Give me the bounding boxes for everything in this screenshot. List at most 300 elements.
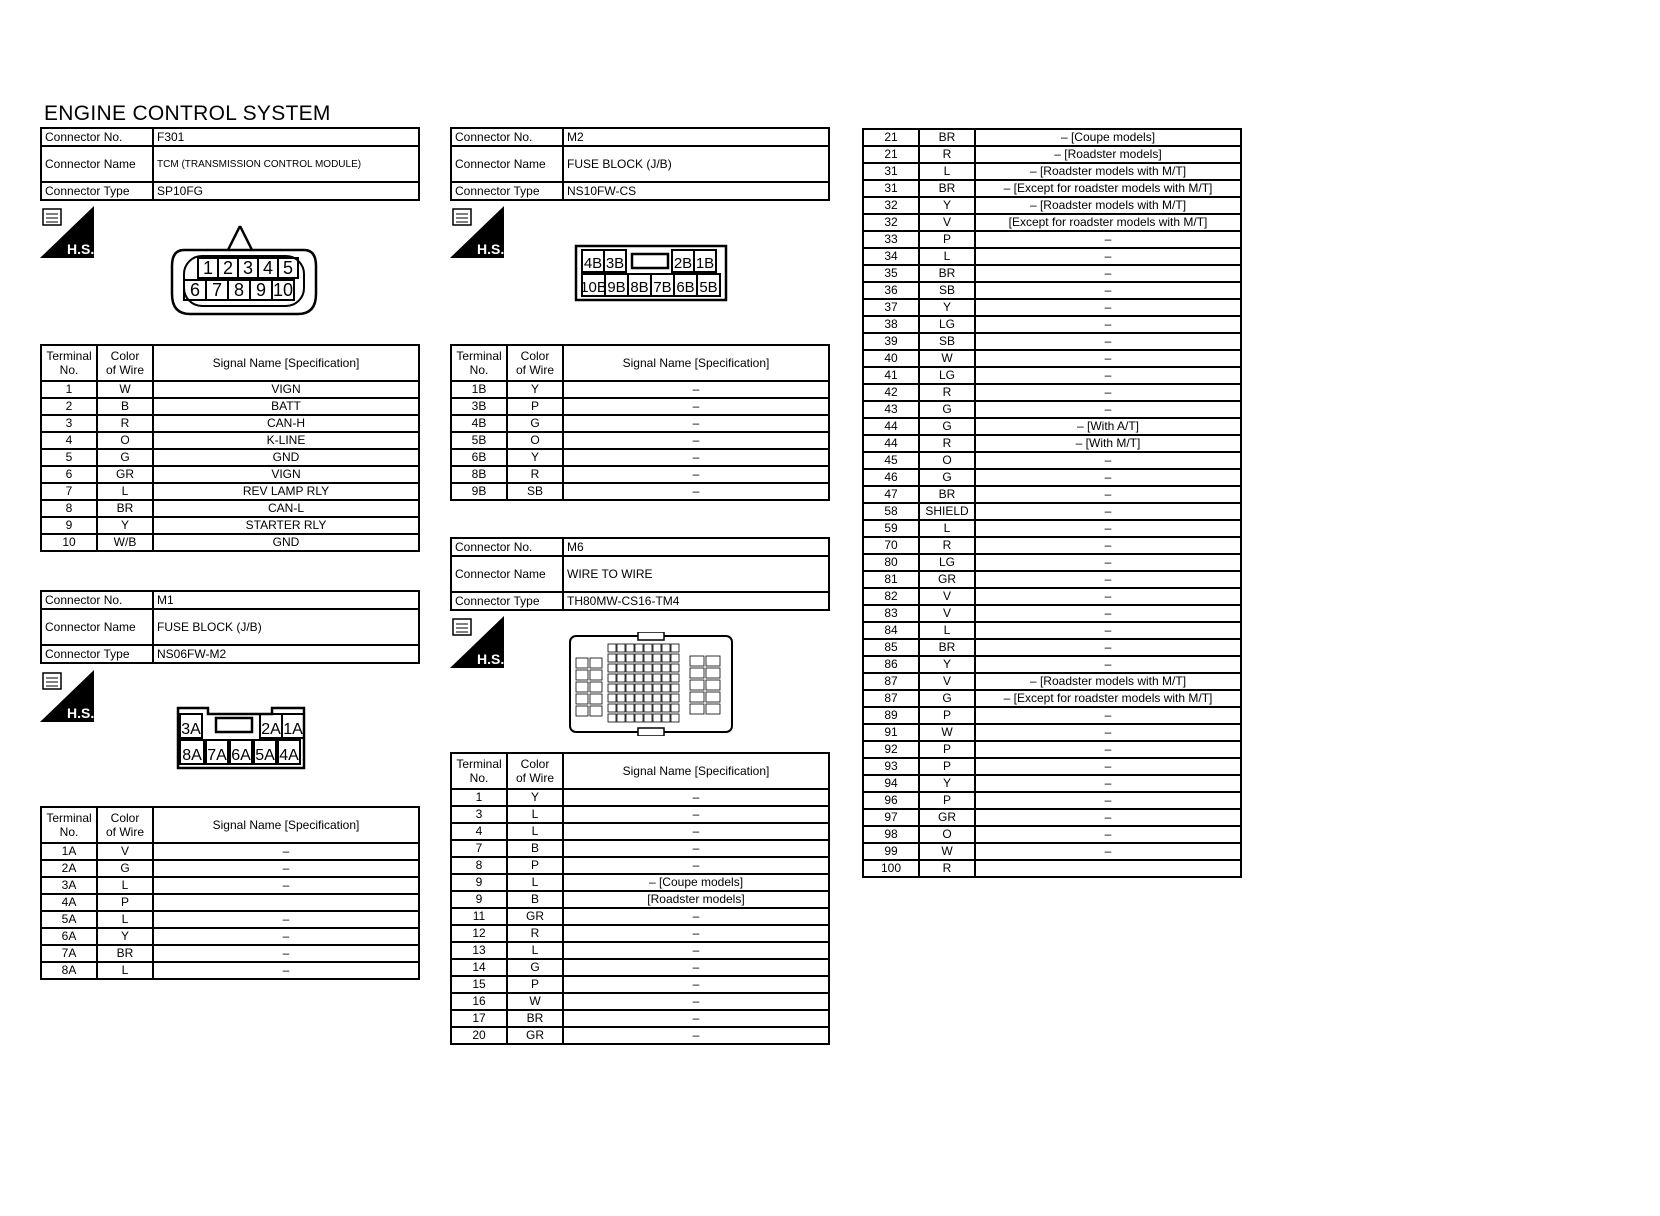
signal-cell: – [With M/T] [975, 435, 1241, 452]
terminal-cell: 84 [863, 622, 919, 639]
color-cell: L [507, 942, 563, 959]
signal-cell: – [With A/T] [975, 418, 1241, 435]
table-row [451, 959, 829, 976]
color-cell: Y [919, 197, 975, 214]
connector-name-value: FUSE BLOCK (J/B) [153, 609, 419, 645]
m6-cavity [644, 694, 652, 702]
terminal-cell: 37 [863, 299, 919, 316]
color-cell: R [919, 860, 975, 877]
terminal-cell: 3B [451, 398, 507, 415]
signal-cell: – [975, 367, 1241, 384]
terminal-cell: 6 [41, 466, 97, 483]
terminal-cell: 6A [41, 928, 97, 945]
signal-cell: – [563, 381, 829, 398]
terminal-cell: 97 [863, 809, 919, 826]
terminal-cell: 34 [863, 248, 919, 265]
m6-cavity [617, 714, 625, 722]
terminal-cell: 8 [451, 857, 507, 874]
color-cell: BR [507, 1010, 563, 1027]
signal-cell: – [563, 449, 829, 466]
m6-continued-table [862, 128, 1242, 878]
m6-cavity [653, 714, 661, 722]
table-row [41, 894, 419, 911]
signal-cell: – [563, 840, 829, 857]
signal-cell: – [975, 554, 1241, 571]
m6-cavity [690, 656, 704, 666]
table-row [863, 503, 1241, 520]
terminal-cell: 5A [41, 911, 97, 928]
table-row [41, 877, 419, 894]
m6-cavity [608, 684, 616, 692]
m6-cavity [617, 644, 625, 652]
color-cell: GR [97, 466, 153, 483]
table-row [451, 942, 829, 959]
m2-pin-label: 9B [607, 279, 626, 296]
terminal-no-header: Terminal No. [451, 753, 507, 789]
terminal-cell: 81 [863, 571, 919, 588]
signal-cell: – [563, 993, 829, 1010]
connector-type-value: TH80MW-CS16-TM4 [563, 592, 829, 610]
terminal-cell: 20 [451, 1027, 507, 1044]
m6-cavity [662, 664, 670, 672]
signal-cell: – [153, 945, 419, 962]
f301-pin-label: 6 [189, 280, 201, 300]
signal-cell: – [975, 282, 1241, 299]
terminal-cell: 39 [863, 333, 919, 350]
f301-pin-label: 10 [272, 280, 294, 300]
signal-cell: – [975, 384, 1241, 401]
terminal-cell: 89 [863, 707, 919, 724]
connector-no-label: Connector No. [41, 591, 153, 609]
color-cell: G [919, 469, 975, 486]
m6-cavity [608, 674, 616, 682]
terminal-cell: 4B [451, 415, 507, 432]
table-row [863, 520, 1241, 537]
m6-cavity [617, 704, 625, 712]
table-row [451, 432, 829, 449]
table-row [863, 724, 1241, 741]
m2-pin-label: 3B [605, 255, 625, 272]
m6-cavity [644, 664, 652, 672]
signal-cell: – [975, 707, 1241, 724]
table-row [41, 449, 419, 466]
signal-cell: – [975, 792, 1241, 809]
f301-pin-label: 4 [262, 258, 274, 278]
table-row [863, 690, 1241, 707]
table-row [451, 381, 829, 398]
table-row [863, 265, 1241, 282]
m2-terminal-table [450, 344, 830, 501]
signal-cell: – [975, 333, 1241, 350]
color-cell: P [919, 231, 975, 248]
terminal-cell: 58 [863, 503, 919, 520]
color-cell: P [507, 976, 563, 993]
m6-connector-face [568, 632, 734, 736]
color-cell: BR [919, 265, 975, 282]
m6-cavity [706, 656, 720, 666]
m6-cavity [653, 694, 661, 702]
table-row [451, 874, 829, 891]
color-cell: W/B [97, 534, 153, 551]
color-cell: G [97, 449, 153, 466]
m1-connector-face [174, 704, 308, 772]
color-cell: SB [919, 282, 975, 299]
f301-terminal-table [40, 344, 420, 552]
color-cell: B [97, 398, 153, 415]
m6-cavity [590, 658, 602, 668]
table-row [863, 860, 1241, 877]
terminal-cell: 100 [863, 860, 919, 877]
m6-cavity [706, 680, 720, 690]
table-row [863, 622, 1241, 639]
terminal-cell: 82 [863, 588, 919, 605]
signal-cell: – [563, 908, 829, 925]
table-row [863, 758, 1241, 775]
connector-name-value: WIRE TO WIRE [563, 556, 829, 592]
color-cell: R [919, 435, 975, 452]
terminal-cell: 35 [863, 265, 919, 282]
color-cell: L [97, 962, 153, 979]
terminal-cell: 1 [41, 381, 97, 398]
terminal-cell: 31 [863, 163, 919, 180]
m2-pin-label: 4B [583, 255, 603, 272]
table-row [451, 857, 829, 874]
table-row [863, 197, 1241, 214]
color-cell: G [507, 959, 563, 976]
color-cell: Y [507, 789, 563, 806]
m6-cavity [590, 694, 602, 704]
connector-name-value: FUSE BLOCK (J/B) [563, 146, 829, 182]
color-cell: P [507, 857, 563, 874]
color-cell: Y [97, 517, 153, 534]
table-row [863, 809, 1241, 826]
table-row [41, 415, 419, 432]
table-row [451, 466, 829, 483]
table-row [863, 843, 1241, 860]
hs-label: H.S. [67, 705, 94, 721]
signal-cell: – [Except for roadster models with M/T] [975, 180, 1241, 197]
table-row [451, 823, 829, 840]
terminal-cell: 45 [863, 452, 919, 469]
connector-name-label: Connector Name [451, 556, 563, 592]
terminal-cell: 4 [451, 823, 507, 840]
table-row [451, 449, 829, 466]
connector-name-label: Connector Name [41, 146, 153, 182]
m6-cavity [706, 668, 720, 678]
color-cell: B [507, 840, 563, 857]
table-row [863, 248, 1241, 265]
color-cell: SB [919, 333, 975, 350]
color-cell: L [919, 520, 975, 537]
table-row [451, 1010, 829, 1027]
m1-pin-label: 8A [182, 747, 202, 764]
connector-no-value: M2 [563, 128, 829, 146]
color-cell: R [919, 384, 975, 401]
terminal-cell: 46 [863, 469, 919, 486]
signal-cell: – [563, 1010, 829, 1027]
color-cell: BR [919, 129, 975, 146]
table-row [863, 554, 1241, 571]
color-cell: P [919, 707, 975, 724]
table-row [451, 789, 829, 806]
m6-cavity [608, 694, 616, 702]
color-cell: W [919, 350, 975, 367]
signal-cell: – [975, 486, 1241, 503]
color-cell: P [97, 894, 153, 911]
m6-cavity [690, 680, 704, 690]
terminal-cell: 12 [451, 925, 507, 942]
m6-cavity [576, 706, 588, 716]
table-row [863, 537, 1241, 554]
m2-pin-label: 2B [673, 255, 693, 272]
color-cell: P [919, 792, 975, 809]
m6-cavity [662, 674, 670, 682]
table-row [863, 452, 1241, 469]
m1-pin-label: 4A [279, 747, 299, 764]
m6-cavity [690, 668, 704, 678]
m6-cavity [706, 704, 720, 714]
signal-header: Signal Name [Specification] [563, 345, 829, 381]
terminal-cell: 9 [451, 891, 507, 908]
terminal-cell: 17 [451, 1010, 507, 1027]
m6-cavity [608, 714, 616, 722]
signal-cell [153, 894, 419, 911]
color-header: Color of Wire [507, 345, 563, 381]
connector-no-value: F301 [153, 128, 419, 146]
terminal-cell: 96 [863, 792, 919, 809]
f301-pin-label: 5 [282, 258, 294, 278]
m6-cavity [644, 674, 652, 682]
connector-type-label: Connector Type [451, 592, 563, 610]
signal-cell: – [563, 925, 829, 942]
table-row [451, 891, 829, 908]
connector-no-label: Connector No. [41, 128, 153, 146]
color-cell: BR [919, 639, 975, 656]
m6-cavity [590, 706, 602, 716]
color-cell: O [919, 826, 975, 843]
signal-cell: – [153, 962, 419, 979]
table-row [41, 534, 419, 551]
table-row [863, 146, 1241, 163]
table-row [41, 928, 419, 945]
signal-cell: – [Coupe models] [563, 874, 829, 891]
color-cell: R [919, 537, 975, 554]
m6-cavity [671, 694, 679, 702]
terminal-cell: 70 [863, 537, 919, 554]
table-row [863, 588, 1241, 605]
m6-cavity [626, 654, 634, 662]
color-cell: R [507, 925, 563, 942]
signal-cell: – [153, 928, 419, 945]
m2-pin-label: 7B [653, 279, 672, 296]
m6-cavity [653, 674, 661, 682]
m6-cavity [653, 704, 661, 712]
terminal-cell: 6B [451, 449, 507, 466]
signal-cell: – [975, 469, 1241, 486]
m2-pin-label: 6B [676, 279, 695, 296]
color-cell: GR [507, 1027, 563, 1044]
terminal-cell: 98 [863, 826, 919, 843]
terminal-cell: 41 [863, 367, 919, 384]
m6-cavity [576, 694, 588, 704]
terminal-cell: 7 [41, 483, 97, 500]
table-row [41, 860, 419, 877]
signal-cell: GND [153, 534, 419, 551]
m6-cavity [608, 664, 616, 672]
terminal-cell: 40 [863, 350, 919, 367]
table-row [451, 415, 829, 432]
terminal-cell: 9 [451, 874, 507, 891]
table-row [863, 741, 1241, 758]
signal-cell: – [975, 605, 1241, 622]
color-cell: O [97, 432, 153, 449]
terminal-cell: 87 [863, 690, 919, 707]
m6-cavity [644, 644, 652, 652]
signal-cell: – [975, 537, 1241, 554]
connector-name-value: TCM (TRANSMISSION CONTROL MODULE) [153, 146, 419, 182]
m6-cavity [671, 714, 679, 722]
color-header: Color of Wire [97, 345, 153, 381]
terminal-cell: 4 [41, 432, 97, 449]
table-row [863, 350, 1241, 367]
m6-cavity [706, 692, 720, 702]
table-row [863, 231, 1241, 248]
signal-cell: – [975, 809, 1241, 826]
signal-cell: – [975, 231, 1241, 248]
color-cell: R [507, 466, 563, 483]
table-row [863, 826, 1241, 843]
color-cell: BR [919, 180, 975, 197]
color-cell: W [507, 993, 563, 1010]
signal-cell: – [975, 588, 1241, 605]
signal-cell: – [975, 741, 1241, 758]
terminal-cell: 36 [863, 282, 919, 299]
terminal-cell: 38 [863, 316, 919, 333]
terminal-cell: 14 [451, 959, 507, 976]
connector-type-value: SP10FG [153, 182, 419, 200]
m6-cavity [662, 704, 670, 712]
color-cell: L [97, 877, 153, 894]
signal-cell: – [563, 823, 829, 840]
terminal-cell: 3 [41, 415, 97, 432]
table-row [451, 993, 829, 1010]
table-row [863, 707, 1241, 724]
color-cell: LG [919, 316, 975, 333]
m6-cavity [635, 694, 643, 702]
color-cell: Y [919, 775, 975, 792]
table-row [41, 843, 419, 860]
signal-header: Signal Name [Specification] [153, 345, 419, 381]
table-row [451, 1027, 829, 1044]
table-row [41, 962, 419, 979]
table-row [863, 639, 1241, 656]
signal-cell: – [563, 415, 829, 432]
color-cell: P [919, 758, 975, 775]
m6-cavity [635, 654, 643, 662]
color-cell: BR [919, 486, 975, 503]
f301-pin-label: 1 [202, 258, 214, 278]
m2-pin-label: 10B [580, 279, 607, 296]
color-cell: L [507, 823, 563, 840]
terminal-cell: 59 [863, 520, 919, 537]
terminal-cell: 5 [41, 449, 97, 466]
m1-pin-label: 1A [283, 721, 303, 738]
color-cell: GR [919, 571, 975, 588]
table-row [41, 945, 419, 962]
table-row [863, 435, 1241, 452]
table-row [451, 840, 829, 857]
m6-cavity [662, 684, 670, 692]
color-cell: GR [919, 809, 975, 826]
m6-cavity [617, 684, 625, 692]
color-cell: L [919, 163, 975, 180]
connector-name-label: Connector Name [451, 146, 563, 182]
connector-type-value: NS10FW-CS [563, 182, 829, 200]
terminal-cell: 42 [863, 384, 919, 401]
m1-pin-label: 6A [231, 747, 251, 764]
m6-cavity [626, 694, 634, 702]
terminal-cell: 32 [863, 214, 919, 231]
table-row [863, 605, 1241, 622]
signal-cell: – [563, 806, 829, 823]
f301-pin-label: 2 [222, 258, 234, 278]
signal-cell: CAN-H [153, 415, 419, 432]
signal-cell: – [153, 911, 419, 928]
terminal-cell: 94 [863, 775, 919, 792]
m6-cavity [626, 714, 634, 722]
connector-no-value: M6 [563, 538, 829, 556]
terminal-cell: 11 [451, 908, 507, 925]
signal-cell: – [153, 860, 419, 877]
m1-pin-label: 3A [181, 721, 201, 738]
signal-cell: – [975, 316, 1241, 333]
signal-cell: – [563, 857, 829, 874]
signal-cell: VIGN [153, 381, 419, 398]
terminal-cell: 31 [863, 180, 919, 197]
m6-cavity [671, 654, 679, 662]
signal-cell: [Except for roadster models with M/T] [975, 214, 1241, 231]
color-cell: R [97, 415, 153, 432]
signal-cell: K-LINE [153, 432, 419, 449]
harness-side-icon [40, 206, 94, 258]
m2-pin-label: 1B [695, 255, 715, 272]
color-cell: G [919, 401, 975, 418]
signal-cell: CAN-L [153, 500, 419, 517]
table-row [863, 214, 1241, 231]
m6-cavity [626, 664, 634, 672]
color-cell: O [919, 452, 975, 469]
table-row [863, 469, 1241, 486]
signal-cell: – [153, 843, 419, 860]
color-header: Color of Wire [507, 753, 563, 789]
terminal-cell: 86 [863, 656, 919, 673]
color-cell: GR [507, 908, 563, 925]
terminal-cell: 21 [863, 146, 919, 163]
terminal-cell: 3 [451, 806, 507, 823]
color-cell: B [507, 891, 563, 908]
m6-cavity [608, 654, 616, 662]
m1-pin-label: 2A [261, 721, 281, 738]
signal-cell: – [975, 724, 1241, 741]
color-cell: V [919, 673, 975, 690]
terminal-cell: 7 [451, 840, 507, 857]
m6-cavity [662, 644, 670, 652]
signal-cell [975, 860, 1241, 877]
m6-cavity [662, 654, 670, 662]
color-cell: W [919, 843, 975, 860]
terminal-cell: 2A [41, 860, 97, 877]
color-cell: V [97, 843, 153, 860]
